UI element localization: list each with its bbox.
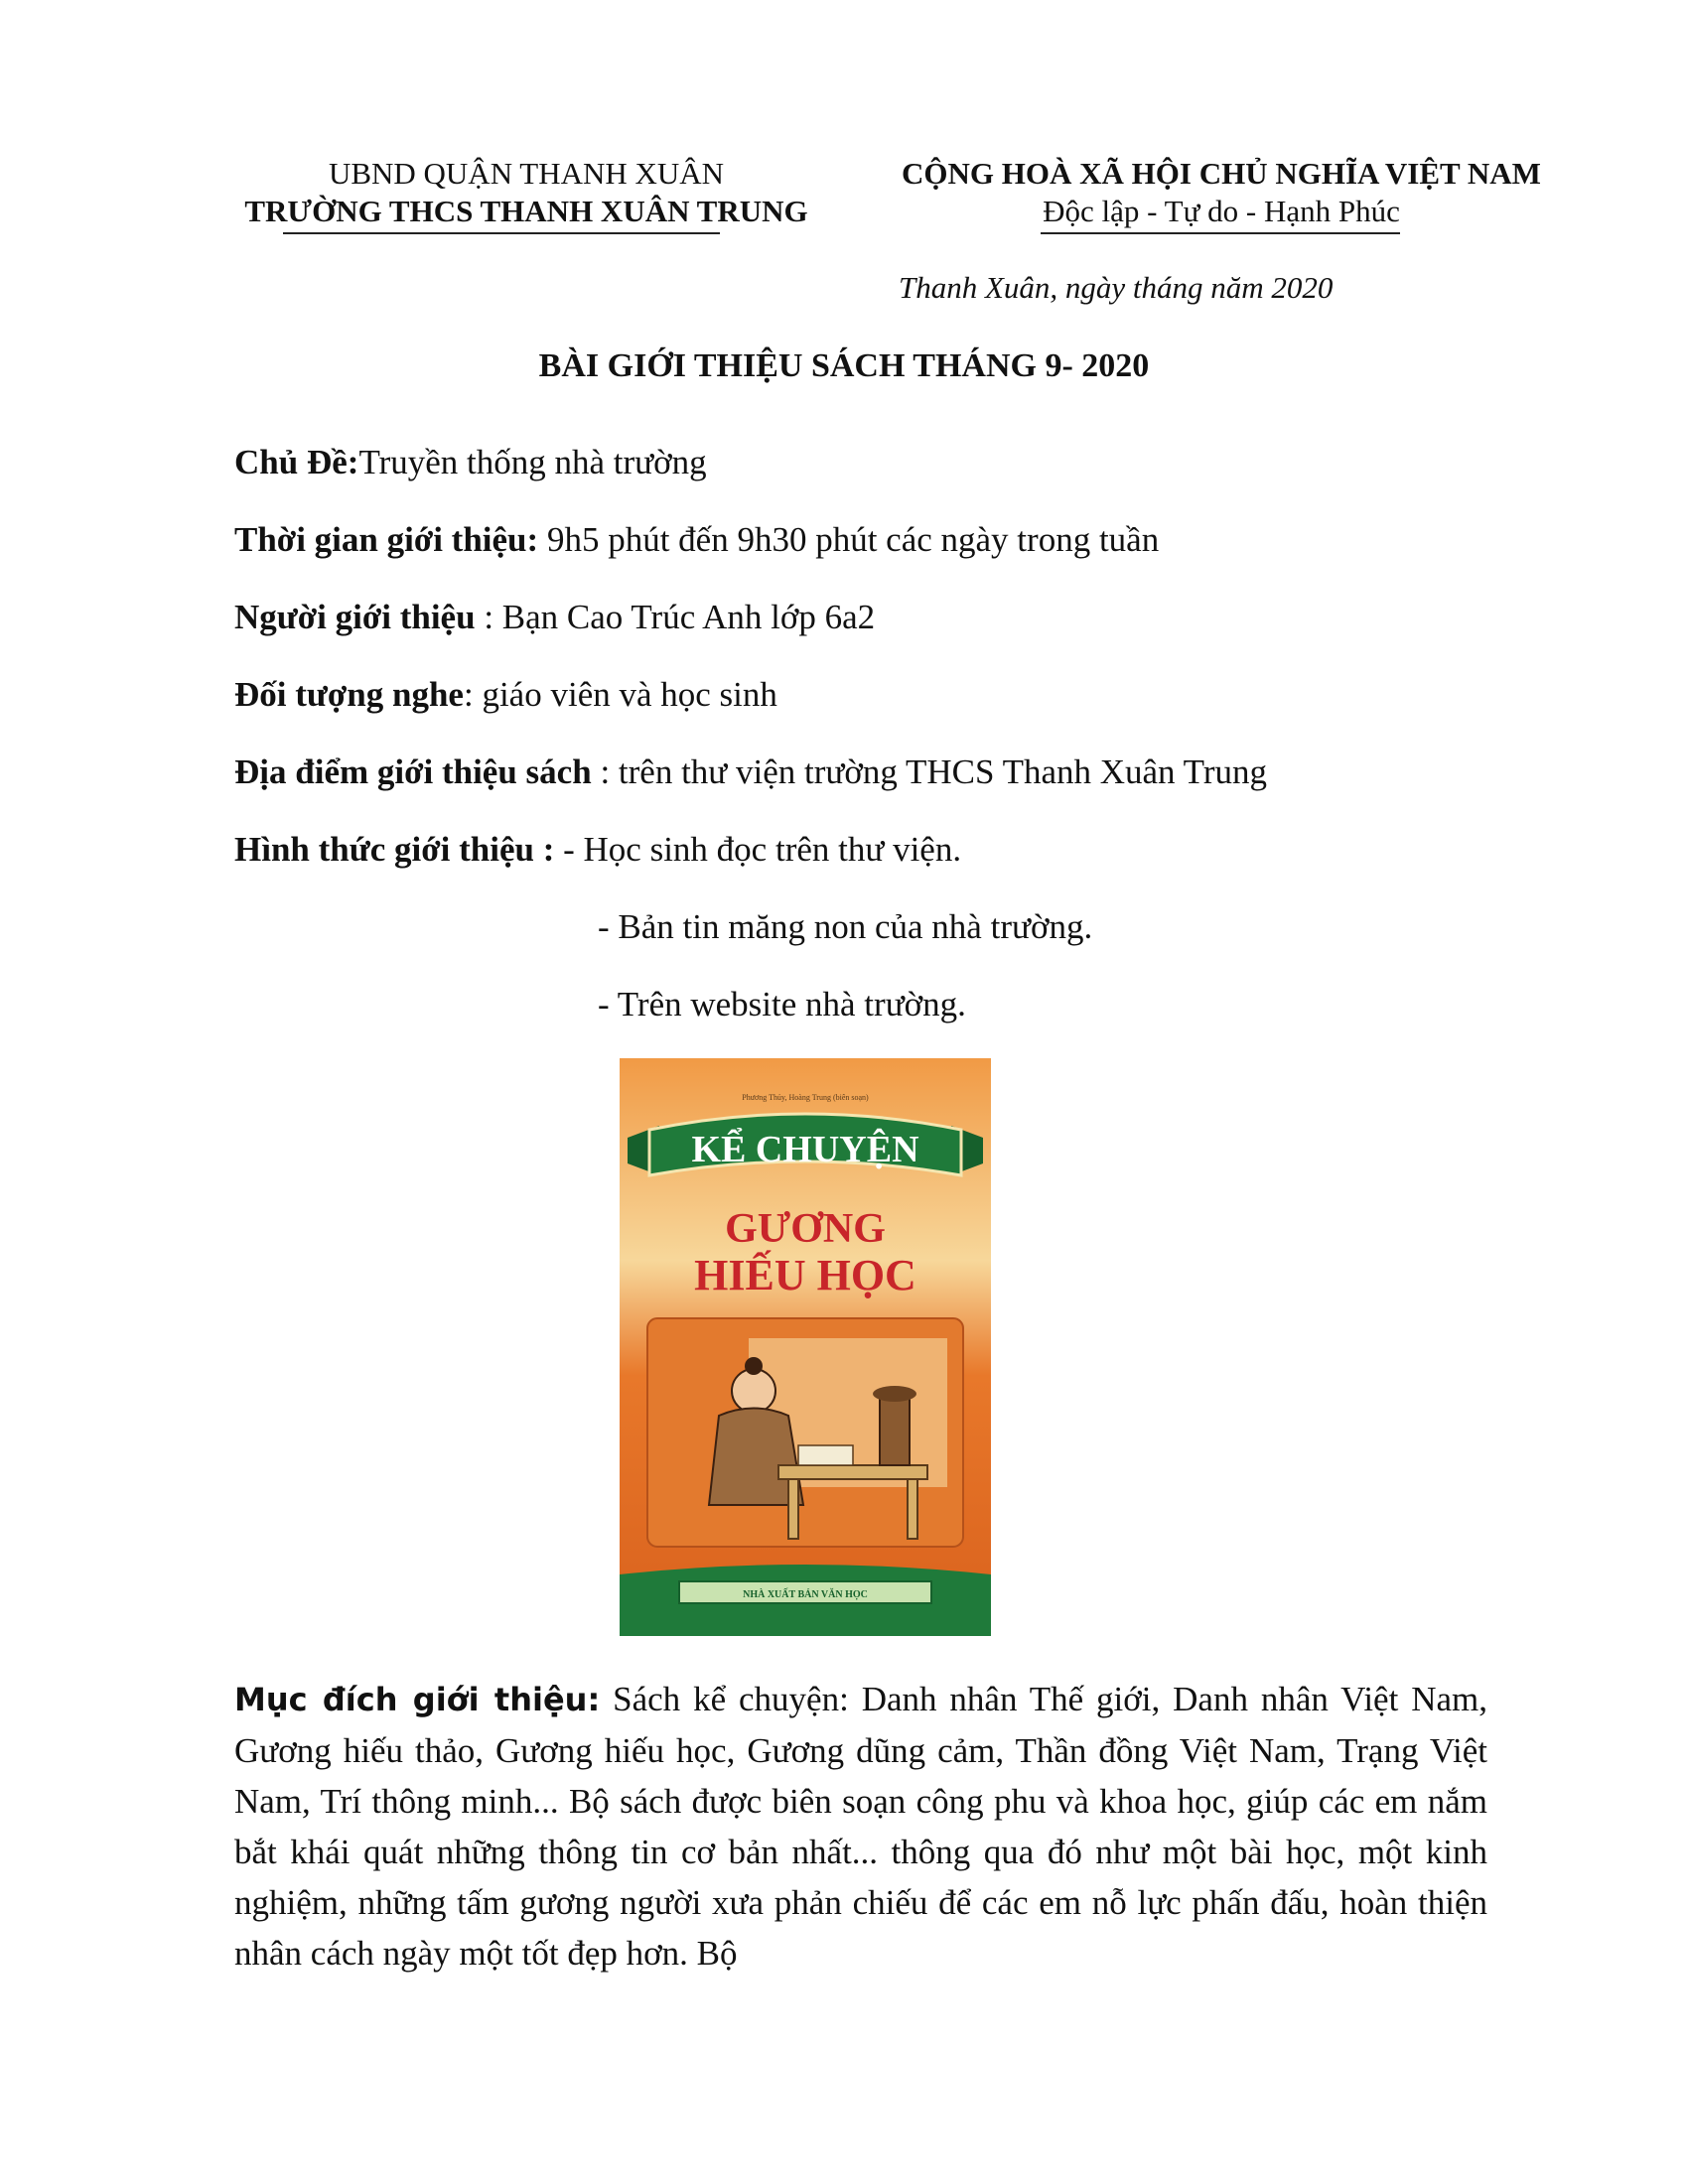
- school-header: [238, 155, 814, 230]
- motto: Độc lập - Tự do - Hạnh Phúc: [1043, 194, 1400, 228]
- country-name: CỘNG HOÀ XÃ HỘI CHỦ NGHĨA VIỆT NAM: [902, 156, 1541, 191]
- presenter-field: [234, 596, 875, 639]
- national-header-rule: [1041, 232, 1400, 234]
- time-value: 9h5 phút đến 9h30 phút các ngày trong tuần: [538, 520, 1160, 559]
- purpose-text: Sách kể chuyện: Danh nhân Thế giới, Danh nhân Việt Nam, Gương hiếu thảo, Gương hiếu học, Gương dũng cảm, Thần đồng Việt Nam, Trạng Việt Nam, Trí thông minh... Bộ sách được biên soạn công phu và khoa học, giúp các em nắm bắt khái quát những thông tin cơ bản nhất... thông qua đó như một bài học, một kinh nghiệm, những tấm gương người xưa phản chiếu để các em nỗ lực phấn đấu, hoàn thiện nhân cách ngày một tốt đẹp hơn. Bộ: [234, 1680, 1487, 1973]
- audience-field: [234, 673, 777, 717]
- topic-value: Truyền thống nhà trường: [358, 443, 707, 481]
- school-name: TRƯỜNG THCS THANH XUÂN TRUNG: [244, 194, 808, 228]
- cover-banner-text: KỂ CHUYỆN: [691, 1129, 919, 1170]
- school-header-rule: [283, 232, 720, 234]
- audience-label: Đối tượng nghe: [234, 675, 464, 714]
- topic-label: Chủ Đề:: [234, 443, 359, 481]
- location-field: [234, 751, 1267, 794]
- cover-title-line1: GƯƠNG: [725, 1206, 886, 1252]
- book-cover-image: [620, 1058, 991, 1636]
- time-label: Thời gian giới thiệu:: [234, 520, 539, 559]
- format-item-2: - Bản tin măng non của nhà trường.: [598, 907, 1093, 946]
- district-name: UBND QUẬN THANH XUÂN: [328, 156, 725, 191]
- topic-field: [234, 441, 707, 484]
- cover-title-line2: HIẾU HỌC: [694, 1251, 916, 1299]
- format-item-1: - Học sinh đọc trên thư viện.: [563, 830, 962, 869]
- purpose-paragraph: [234, 1674, 1487, 1979]
- format-field: [234, 828, 961, 872]
- document-title: BÀI GIỚI THIỆU SÁCH THÁNG 9- 2020: [538, 347, 1150, 384]
- format-item-3: - Trên website nhà trường.: [598, 985, 966, 1024]
- audience-value: : giáo viên và học sinh: [463, 675, 777, 714]
- national-header: [874, 155, 1569, 230]
- date-line: Thanh Xuân, ngày tháng năm 2020: [899, 270, 1334, 305]
- location-label: Địa điểm giới thiệu sách: [234, 752, 592, 791]
- cover-publisher: NHÀ XUẤT BẢN VĂN HỌC: [743, 1589, 868, 1600]
- format-label: Hình thức giới thiệu :: [234, 830, 564, 869]
- presenter-label: Người giới thiệu: [234, 598, 476, 636]
- location-value: : trên thư viện trường THCS Thanh Xuân Trung: [591, 752, 1267, 791]
- time-field: [234, 518, 1159, 562]
- presenter-value: : Bạn Cao Trúc Anh lớp 6a2: [475, 598, 876, 636]
- purpose-label: Mục đích giới thiệu:: [234, 1681, 601, 1718]
- cover-authors: Phương Thủy, Hoàng Trung (biên soạn): [742, 1093, 869, 1102]
